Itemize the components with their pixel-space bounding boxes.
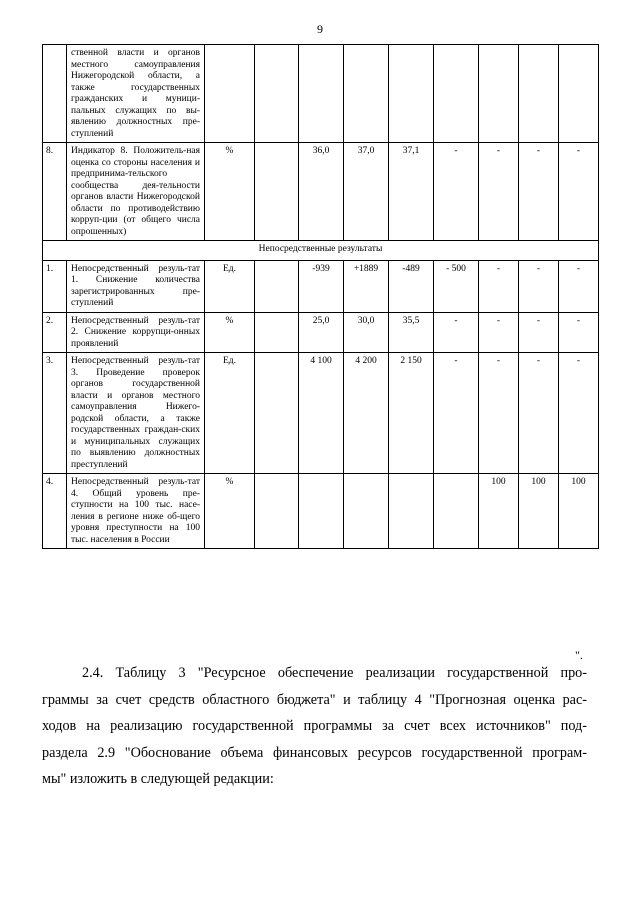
paragraph-line: ходов на реализацию государственной программы за счет всех источников" под- bbox=[42, 718, 587, 734]
value-cell bbox=[344, 474, 389, 549]
value-cell bbox=[479, 45, 519, 143]
page-number: 9 bbox=[317, 22, 323, 36]
value-cell bbox=[389, 45, 434, 143]
indicators-table bbox=[42, 44, 599, 549]
value-cell bbox=[255, 143, 299, 241]
table-row bbox=[43, 260, 599, 312]
row-number: 1. bbox=[43, 260, 67, 312]
value-cell: 37,0 bbox=[344, 143, 389, 241]
value-cell bbox=[255, 474, 299, 549]
row-number: 2. bbox=[43, 312, 67, 353]
value-cell: - bbox=[519, 312, 559, 353]
row-number bbox=[43, 45, 67, 143]
value-cell bbox=[299, 474, 344, 549]
closing-quote: ". bbox=[575, 648, 583, 662]
unit-cell: % bbox=[205, 474, 255, 549]
value-cell: 100 bbox=[519, 474, 559, 549]
value-cell: - bbox=[519, 143, 559, 241]
value-cell: - bbox=[559, 312, 599, 353]
value-cell: - bbox=[479, 312, 519, 353]
indicator-description: Индикатор 8. Положитель-ная оценка со стороны населения и предпринима-тельского сообщества дея-тельности органов власти Нижегородской области по противодействию корруп-ции (от общего числа опрошенных) bbox=[67, 143, 205, 241]
value-cell bbox=[434, 45, 479, 143]
section-heading-row bbox=[43, 241, 599, 261]
value-cell: - bbox=[434, 312, 479, 353]
value-cell bbox=[299, 45, 344, 143]
value-cell: - bbox=[434, 353, 479, 474]
value-cell: - bbox=[434, 143, 479, 241]
table-row bbox=[43, 143, 599, 241]
value-cell bbox=[255, 260, 299, 312]
table-body bbox=[43, 45, 599, 549]
value-cell: 37,1 bbox=[389, 143, 434, 241]
paragraph-line: мы" изложить в следующей редакции: bbox=[42, 771, 274, 787]
value-cell: - bbox=[519, 260, 559, 312]
indicator-description: ственной власти и органов местного самоуправления Нижегородской области, а также государственных гражданских и муници-пальных служащих по вы-явлению должностных пре-ступлений bbox=[67, 45, 205, 143]
row-number: 4. bbox=[43, 474, 67, 549]
value-cell bbox=[519, 45, 559, 143]
value-cell: - bbox=[559, 143, 599, 241]
row-number: 8. bbox=[43, 143, 67, 241]
value-cell bbox=[559, 45, 599, 143]
value-cell: 2 150 bbox=[389, 353, 434, 474]
value-cell bbox=[255, 353, 299, 474]
row-number: 3. bbox=[43, 353, 67, 474]
table-row bbox=[43, 45, 599, 143]
value-cell: - 500 bbox=[434, 260, 479, 312]
value-cell: 35,5 bbox=[389, 312, 434, 353]
value-cell: - bbox=[559, 353, 599, 474]
paragraph-line: 2.4. Таблицу 3 "Ресурсное обеспечение реализации государственной про- bbox=[82, 665, 587, 681]
indicator-description: Непосредственный резуль-тат 2. Снижение коррупци-онных проявлений bbox=[67, 312, 205, 353]
value-cell: 100 bbox=[559, 474, 599, 549]
value-cell bbox=[255, 45, 299, 143]
value-cell: 30,0 bbox=[344, 312, 389, 353]
value-cell bbox=[344, 45, 389, 143]
unit-cell: Ед. bbox=[205, 260, 255, 312]
value-cell bbox=[255, 312, 299, 353]
value-cell: 4 100 bbox=[299, 353, 344, 474]
table-row bbox=[43, 474, 599, 549]
indicator-description: Непосредственный резуль-тат 4. Общий уровень пре-ступности на 100 тыс. насе-ления в регионе ниже об-щего уровня преступности на 100 тыс. населения в России bbox=[67, 474, 205, 549]
paragraph-line: раздела 2.9 "Обоснование объема финансовых ресурсов государственной програм- bbox=[42, 744, 587, 761]
indicator-description: Непосредственный резуль-тат 3. Проведение проверок органов государственной власти и органов местного самоуправления Нижего-родской области, а также государственных граждан-ских и муниципальных служащих по выявлению должностных преступлений bbox=[67, 353, 205, 474]
value-cell: 25,0 bbox=[299, 312, 344, 353]
value-cell: 4 200 bbox=[344, 353, 389, 474]
value-cell: - bbox=[479, 353, 519, 474]
value-cell bbox=[389, 474, 434, 549]
table-row bbox=[43, 312, 599, 353]
value-cell: - bbox=[479, 260, 519, 312]
unit-cell: % bbox=[205, 312, 255, 353]
value-cell: - bbox=[479, 143, 519, 241]
value-cell: 36,0 bbox=[299, 143, 344, 241]
table-row bbox=[43, 353, 599, 474]
value-cell: 100 bbox=[479, 474, 519, 549]
unit-cell: Ед. bbox=[205, 353, 255, 474]
value-cell bbox=[434, 474, 479, 549]
value-cell: -939 bbox=[299, 260, 344, 312]
indicator-description: Непосредственный резуль-тат 1. Снижение количества зарегистрированных пре-ступлений bbox=[67, 260, 205, 312]
value-cell: +1889 bbox=[344, 260, 389, 312]
paragraph-line: граммы за счет средств областного бюджета" и таблицу 4 "Прогнозная оценка рас- bbox=[42, 691, 587, 708]
value-cell: - bbox=[519, 353, 559, 474]
amendment-paragraph bbox=[42, 660, 587, 793]
value-cell: - bbox=[559, 260, 599, 312]
unit-cell: % bbox=[205, 143, 255, 241]
value-cell: -489 bbox=[389, 260, 434, 312]
section-heading: Непосредственные результаты bbox=[43, 241, 599, 261]
unit-cell bbox=[205, 45, 255, 143]
